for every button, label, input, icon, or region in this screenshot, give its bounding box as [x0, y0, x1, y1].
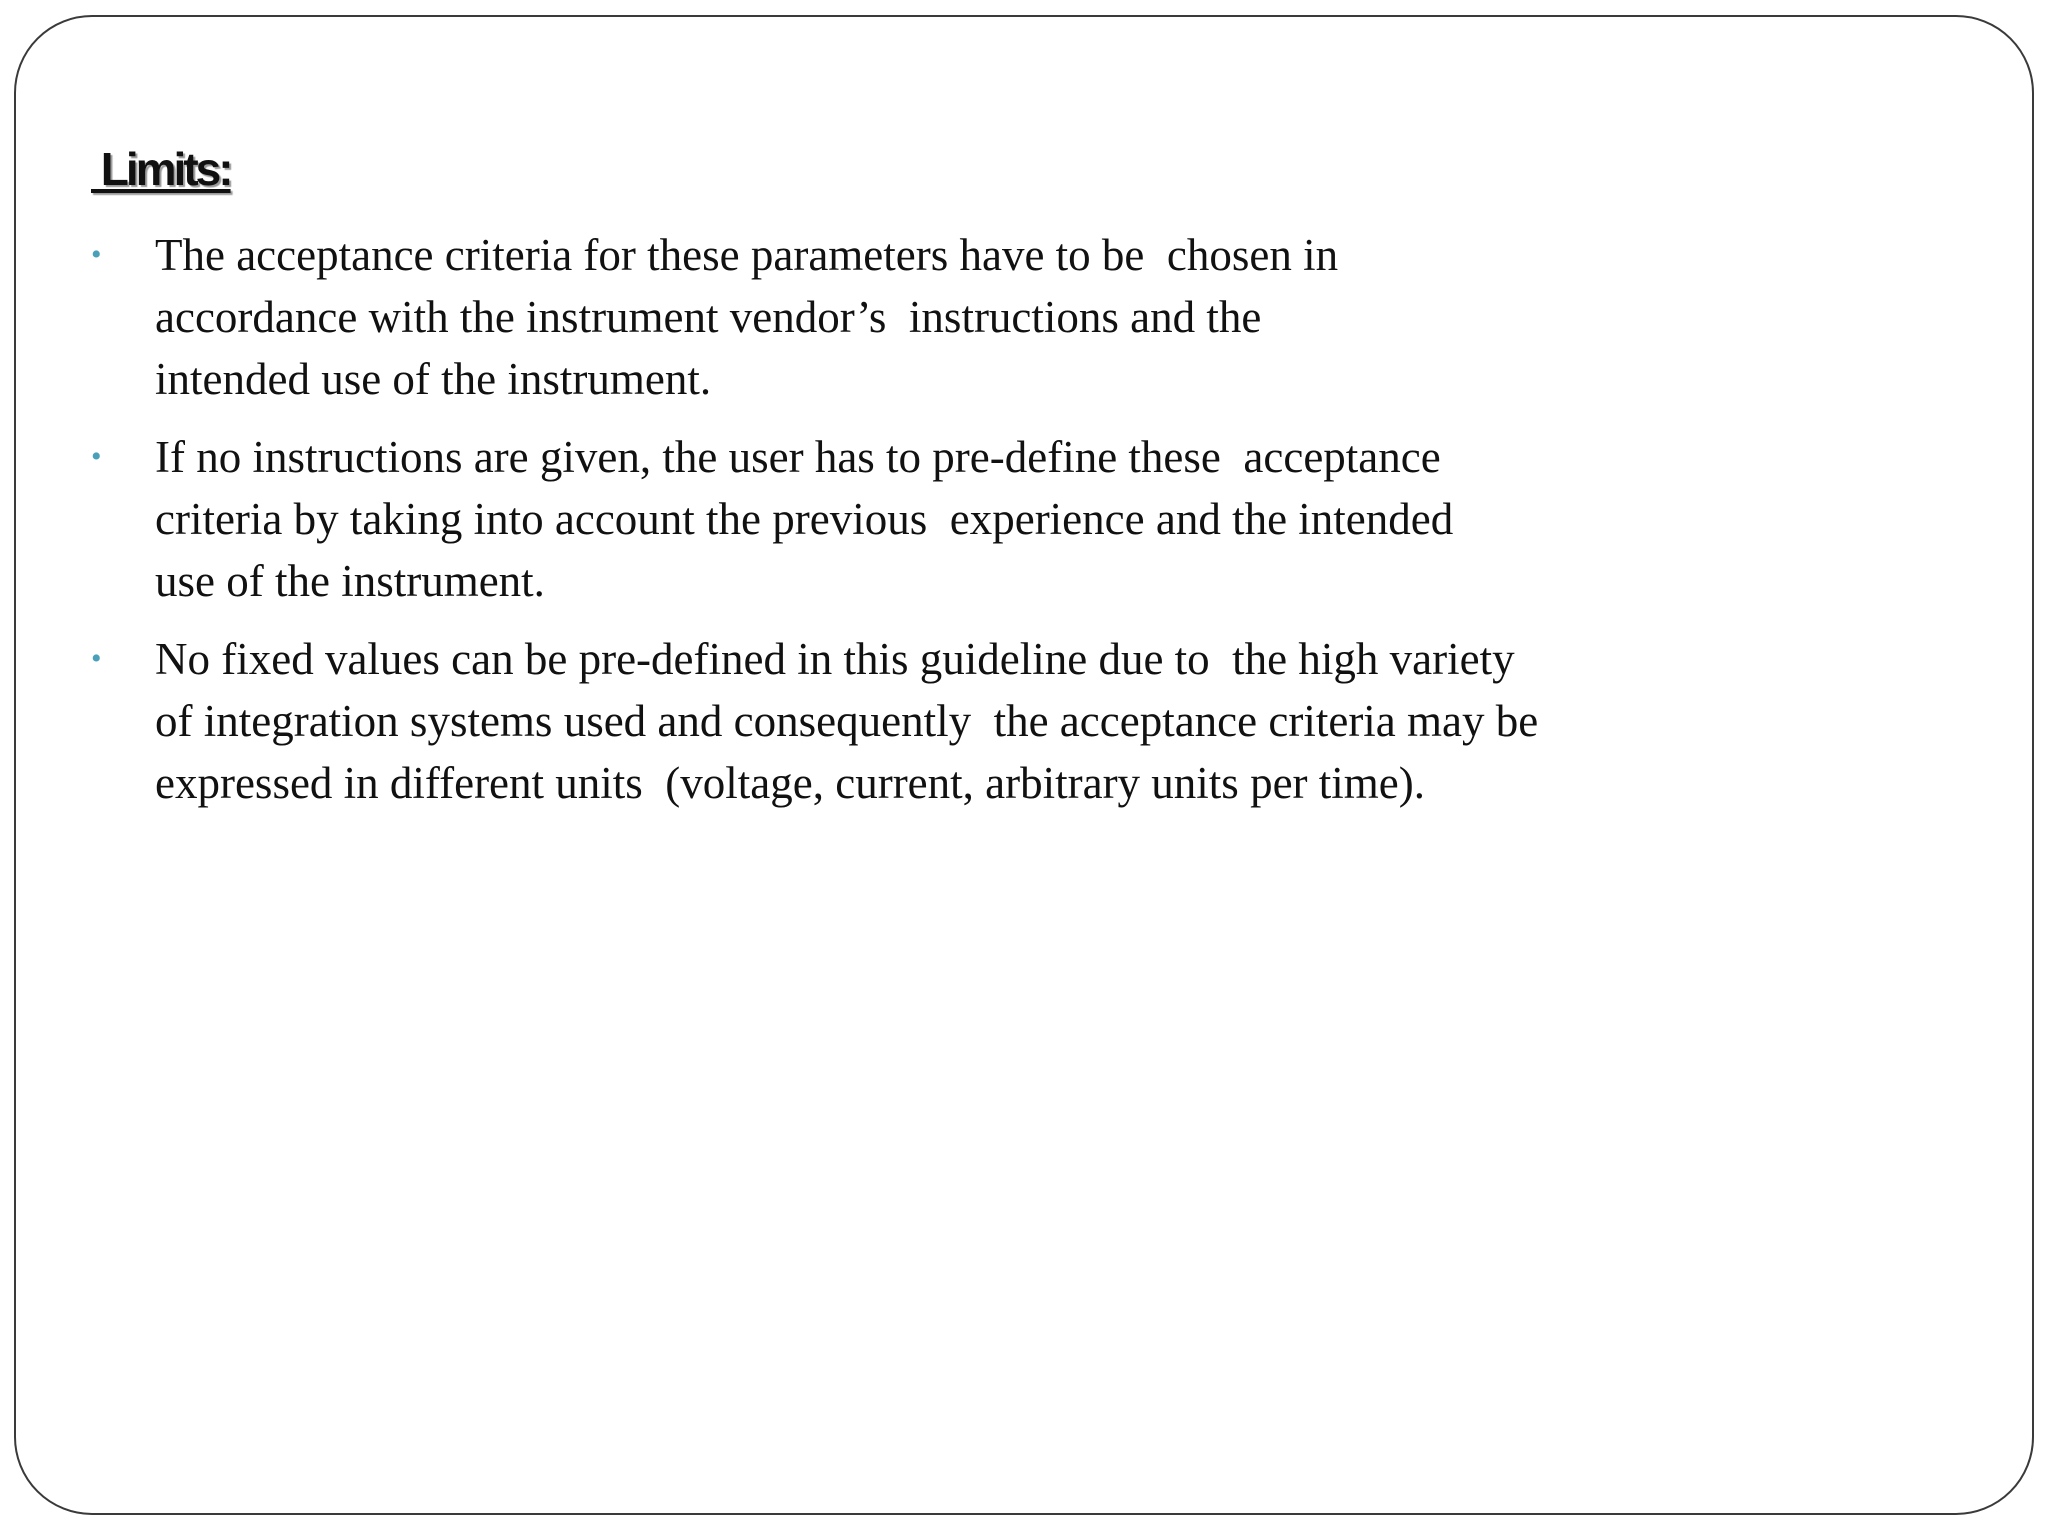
bullet-text: No fixed values can be pre-defined in this guideline due to the high variety of integration systems used and consequently the acceptance criteria may be expressed in different units (voltage, current, arbitrary units per time).	[155, 634, 1539, 808]
slide-title: Limits:	[91, 143, 231, 195]
bullet-dot-icon: •	[91, 440, 102, 473]
bullet-item	[91, 628, 1811, 814]
bullet-text: If no instructions are given, the user has to pre-define these acceptance criteria by taking into account the previous experience and the intended use of the instrument.	[155, 432, 1454, 606]
bullet-item	[91, 426, 1811, 612]
bullet-dot-icon: •	[91, 642, 102, 675]
bullet-list	[91, 224, 1811, 830]
bullet-text: The acceptance criteria for these parameters have to be chosen in accordance with the instrument vendor’s instructions and the intended use of the instrument.	[155, 230, 1339, 404]
bullet-dot-icon: •	[91, 238, 102, 271]
bullet-item	[91, 224, 1811, 410]
